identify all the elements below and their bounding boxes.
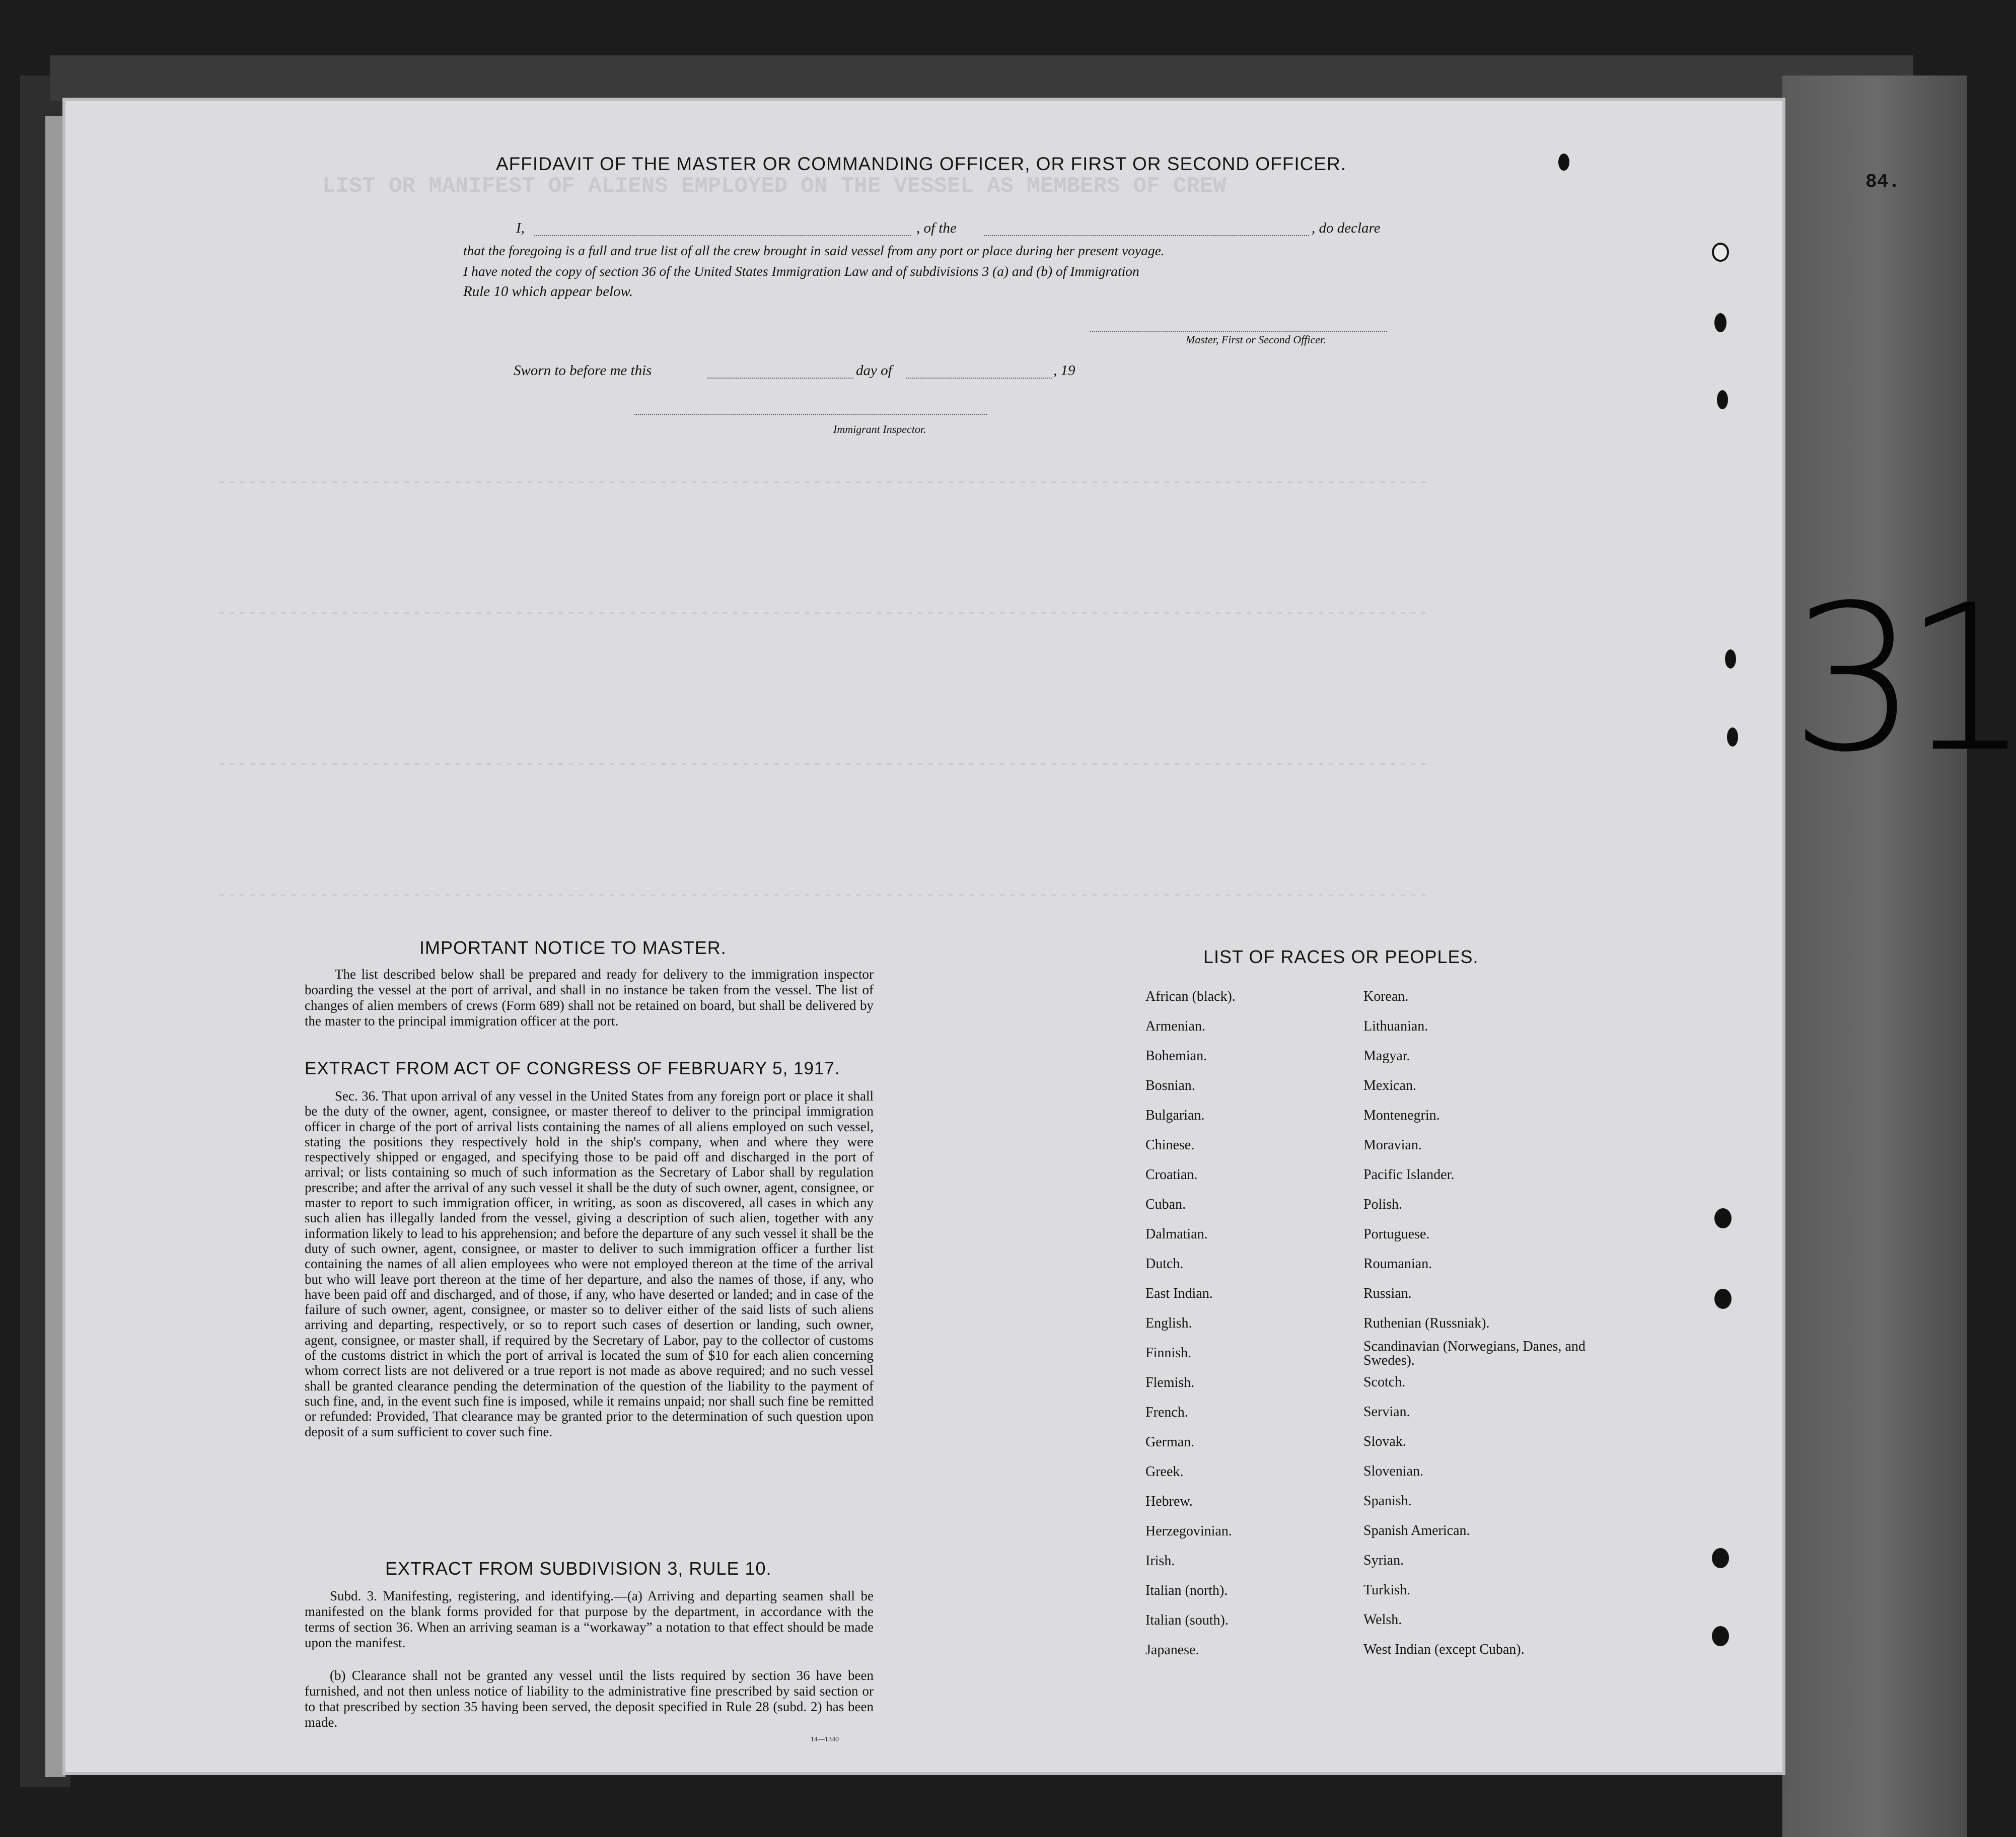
- extract-rule-body-a: Subd. 3. Manifesting, registering, and identifying.—(a) Arriving and departing seamen shall be manifested on the blank forms provided for that purpose by the department, in accordance with the terms of section 36. When an arriving seaman is a “workaway” a notation to that effect should be made upon the manifest.: [305, 1588, 874, 1650]
- vessel-blank: [984, 234, 1309, 236]
- binder-hole: [1714, 1208, 1732, 1228]
- race-item: Chinese.: [1145, 1137, 1195, 1153]
- binder-hole: [1712, 243, 1729, 262]
- race-item: Italian (north).: [1145, 1583, 1228, 1598]
- notice-title: IMPORTANT NOTICE TO MASTER.: [419, 937, 727, 958]
- extract-rule-body-b: (b) Clearance shall not be granted any vessel until the lists required by section 36 have been furnished, and not then unless notice of liability to the administrative fine prescribed by said section or to that prescribed by section 35 having been served, the deposit specified in Rule 28 (subd. 2) has been made.: [305, 1668, 874, 1730]
- race-item: Portuguese.: [1363, 1226, 1430, 1242]
- race-item: Japanese.: [1145, 1642, 1199, 1658]
- binder-hole: [1727, 727, 1738, 747]
- race-item: Spanish American.: [1363, 1523, 1470, 1538]
- race-item: Herzegovinian.: [1145, 1523, 1232, 1539]
- race-item: Montenegrin.: [1363, 1108, 1440, 1123]
- notice-body: The list described below shall be prepared and ready for delivery to the immigration inspector boarding the vessel at the port of arrival, and shall in no instance be taken from the vessel. The list of changes of alien members of crews (Form 689) shall not be retained on board, but shall be delivered by the master to the principal immigration officer at the port.: [305, 967, 874, 1028]
- race-item: Finnish.: [1145, 1345, 1192, 1361]
- day-of-text: day of: [856, 362, 892, 379]
- race-item: Bosnian.: [1145, 1078, 1195, 1093]
- race-item: Magyar.: [1363, 1048, 1410, 1064]
- inspector-caption: Immigrant Inspector.: [833, 423, 926, 435]
- binder-hole: [1712, 1626, 1729, 1646]
- race-item: Dalmatian.: [1145, 1226, 1208, 1242]
- race-item: Ruthenian (Russniak).: [1363, 1315, 1490, 1331]
- race-item: Pacific Islander.: [1363, 1167, 1455, 1183]
- binder-hole: [1725, 649, 1736, 669]
- race-item: West Indian (except Cuban).: [1363, 1642, 1525, 1657]
- extract-act-body: Sec. 36. That upon arrival of any vessel in the United States from any foreign port or place it shall be the duty of the owner, agent, consignee, or master thereof to deliver to the principal immigration officer in charge of the port of arrival lists containing the names of all aliens employed on such vessel, stating the positions they respectively hold in the ship's company, when and where they were respectively shipped or engaged, and specifying those to be paid off and discharged in the port of arrival; or lists containing so much of such information as the Secretary of Labor shall by regulation prescribe; and after the arrival of any such vessel it shall be the duty of such owner, agent, consignee, or master to report to such immigration officer, in writing, as soon as discovered, all cases in which any such alien has illegally landed from the vessel, giving a description of such alien, together with any information likely to lead to his apprehension; and before the departure of any such vessel it shall be the duty of such owner, agent, consignee, or master to deliver to such immigration officer a further list containing the names of all alien employees who were not employed thereon at the time of the arrival but who will leave port thereon at the time of her departure, and also the names of those, if any, who have been paid off and discharged, and of those, if any, who have deserted or landed; and in case of the failure of such owner, agent, consignee, or master so to deliver either of the said lists of such aliens arriving and departing, respectively, or so to report such cases of desertion or landing, such owner, agent, consignee, or master shall, if required by the Secretary of Labor, pay to the collector of customs of the customs district in which the port of arrival is located the sum of $10 for each alien concerning whom correct lists are not delivered or a true report is not made as above required; and no such vessel shall be granted clearance pending the determination of the question of the liability to the payment of such fine, and, in the event such fine is imposed, while it remains unpaid; nor shall such fine be remitted or refunded: Provided, That clearance may be granted prior to the determination of such question upon deposit of a sum sufficient to cover such fine.: [305, 1088, 874, 1439]
- race-item: Cuban.: [1145, 1197, 1186, 1212]
- binder-hole: [1714, 313, 1726, 332]
- race-item: Russian.: [1363, 1286, 1412, 1301]
- race-item: Irish.: [1145, 1553, 1175, 1569]
- affidavit-line3: I have noted the copy of section 36 of the United States Immigration Law and of subdivisions 3 (a) and (b) of Immigration: [463, 263, 1139, 279]
- race-item: Servian.: [1363, 1404, 1410, 1420]
- race-item: Hebrew.: [1145, 1494, 1193, 1509]
- affidavit-title: AFFIDAVIT OF THE MASTER OR COMMANDING OFFICER, OR FIRST OR SECOND OFFICER.: [496, 154, 1347, 174]
- affidavit-line2: that the foregoing is a full and true list of all the crew brought in said vessel from any port or place during her present voyage.: [463, 243, 1165, 258]
- form-code: 14—1340: [811, 1736, 839, 1743]
- race-item: Welsh.: [1363, 1612, 1402, 1628]
- race-item: Spanish.: [1363, 1493, 1412, 1509]
- race-item: Croatian.: [1145, 1167, 1198, 1183]
- affidavit-line1-end: , do declare: [1312, 220, 1381, 236]
- race-item: Italian (south).: [1145, 1612, 1229, 1628]
- races-column-left: [1145, 989, 1377, 1672]
- day-blank: [707, 377, 853, 379]
- page-number: 84.: [1865, 171, 1900, 193]
- race-item: Flemish.: [1145, 1375, 1195, 1390]
- race-item: German.: [1145, 1434, 1195, 1450]
- race-item: Slovak.: [1363, 1434, 1406, 1449]
- month-blank: [906, 377, 1052, 379]
- race-item: Greek.: [1145, 1464, 1184, 1480]
- race-item: Syrian.: [1363, 1553, 1404, 1568]
- affidavit-line4: Rule 10 which appear below.: [463, 283, 633, 300]
- affidavit-line1-mid: , of the: [916, 220, 957, 236]
- race-item: Polish.: [1363, 1197, 1403, 1212]
- sworn-text: Sworn to before me this: [514, 362, 652, 379]
- handwritten-page-number: 31: [1790, 562, 2016, 796]
- binder-hole: [1558, 154, 1569, 171]
- race-item: Dutch.: [1145, 1256, 1184, 1272]
- race-item: Turkish.: [1363, 1582, 1411, 1598]
- scan-border-right: [1782, 76, 2016, 1837]
- name-blank: [534, 234, 911, 236]
- race-item: African (black).: [1145, 989, 1236, 1004]
- race-item: Bohemian.: [1145, 1048, 1207, 1064]
- extract-act-title: EXTRACT FROM ACT OF CONGRESS OF FEBRUARY 5, 1917.: [305, 1059, 840, 1078]
- race-item: Mexican.: [1363, 1078, 1416, 1093]
- race-item: Bulgarian.: [1145, 1108, 1205, 1123]
- race-item: Armenian.: [1145, 1018, 1205, 1034]
- binder-hole: [1717, 390, 1728, 409]
- signature-line: [1090, 330, 1387, 332]
- race-item: Korean.: [1363, 989, 1409, 1004]
- affidavit-line1-start: I,: [516, 220, 525, 236]
- races-column-right: [1363, 989, 1595, 1672]
- inspector-line: [634, 413, 987, 415]
- race-item: Slovenian.: [1363, 1463, 1423, 1479]
- race-item: French.: [1145, 1405, 1188, 1420]
- signature-caption: Master, First or Second Officer.: [1186, 333, 1326, 346]
- race-item: Scandinavian (Norwegians, Danes, and Swedes).: [1363, 1339, 1586, 1368]
- races-title: LIST OF RACES OR PEOPLES.: [1203, 946, 1479, 967]
- page-edge-left: [45, 116, 65, 1777]
- race-item: Lithuanian.: [1363, 1018, 1428, 1034]
- year-text: , 19: [1053, 362, 1075, 379]
- binder-hole: [1714, 1289, 1732, 1309]
- race-item: Roumanian.: [1363, 1256, 1432, 1272]
- race-item: Scotch.: [1363, 1374, 1406, 1390]
- race-item: East Indian.: [1145, 1286, 1213, 1301]
- race-item: English.: [1145, 1315, 1192, 1331]
- scan-border-top: [50, 55, 1913, 101]
- extract-rule-title: EXTRACT FROM SUBDIVISION 3, RULE 10.: [385, 1558, 772, 1579]
- binder-hole: [1712, 1548, 1729, 1568]
- race-item: Moravian.: [1363, 1137, 1422, 1153]
